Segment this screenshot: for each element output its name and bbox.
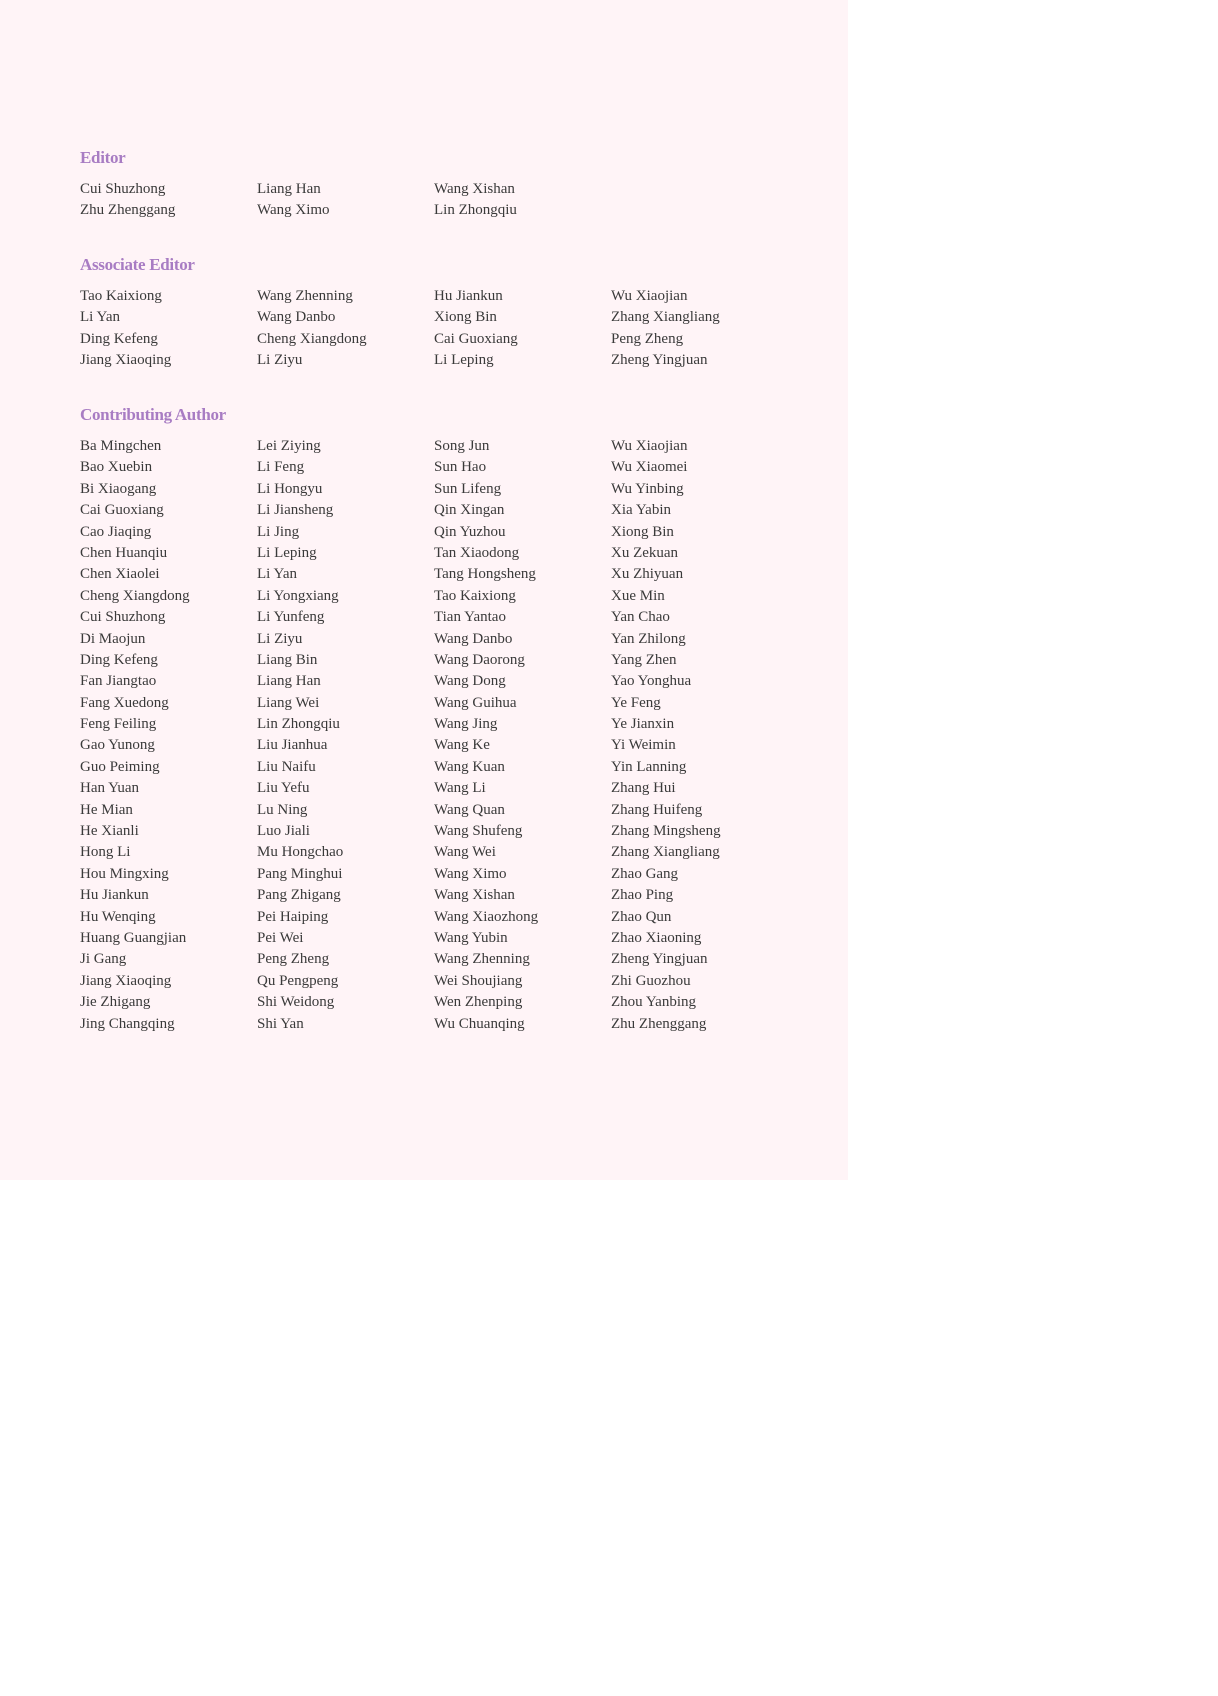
person-name: Wang Dong xyxy=(434,673,506,690)
person-name: Hu Jiankun xyxy=(434,288,503,304)
person-name: Zhang Huifeng xyxy=(611,801,703,818)
person-name: Zheng Yingjuan xyxy=(611,951,708,968)
person-name: Ba Mingchen xyxy=(80,438,162,454)
person-name: Hong Li xyxy=(80,844,131,861)
person-name: Di Maojun xyxy=(80,630,146,647)
person-name: Wu Xiaojian xyxy=(611,288,688,304)
section-heading: Contributing Author xyxy=(80,405,226,424)
person-name: Xiong Bin xyxy=(434,309,497,326)
person-name: Liang Han xyxy=(257,181,321,197)
person-name: Song Jun xyxy=(434,438,490,454)
person-name: Liu Yefu xyxy=(257,780,310,797)
person-name: Zhang Xiangliang xyxy=(611,309,720,326)
person-name: Wang Xishan xyxy=(434,181,515,197)
person-name: Zhao Qun xyxy=(611,908,672,925)
person-name: Yan Zhilong xyxy=(611,630,686,647)
person-name: Tang Hongsheng xyxy=(434,566,536,583)
person-name: Liang Han xyxy=(257,673,321,690)
person-name: Li Feng xyxy=(257,459,305,476)
person-name: Wang Ke xyxy=(434,737,490,754)
person-name: Wu Chuanqing xyxy=(434,1015,525,1032)
person-name: Chen Xiaolei xyxy=(80,566,160,583)
person-name: Wang Zhenning xyxy=(434,951,530,968)
person-name: Wang Shufeng xyxy=(434,823,523,840)
person-name: Tao Kaixiong xyxy=(80,288,162,304)
person-name: Wang Xishan xyxy=(434,887,515,904)
person-name: Xiong Bin xyxy=(611,523,674,540)
associate-editor-section xyxy=(80,255,800,372)
person-name: Yao Yonghua xyxy=(611,673,692,690)
person-name: Zhang Hui xyxy=(611,780,676,797)
person-name: Xu Zekuan xyxy=(611,544,679,561)
person-name: Tan Xiaodong xyxy=(434,544,520,561)
person-name: Li Leping xyxy=(257,544,317,561)
person-name: Peng Zheng xyxy=(611,330,684,347)
person-name: Liang Wei xyxy=(257,694,320,711)
name-grid xyxy=(80,436,800,1035)
person-name: Pei Wei xyxy=(257,929,304,946)
person-name: Bi Xiaogang xyxy=(80,480,157,497)
person-name: Xu Zhiyuan xyxy=(611,566,684,583)
person-name: Zhi Guozhou xyxy=(611,972,691,989)
person-name: Wu Xiaojian xyxy=(611,438,688,454)
section-heading: Associate Editor xyxy=(80,255,195,274)
person-name: Fan Jiangtao xyxy=(80,673,157,690)
person-name: Cheng Xiangdong xyxy=(257,330,367,347)
person-name: Wang Wei xyxy=(434,844,496,861)
name-grid xyxy=(80,179,800,222)
person-name: Wang Yubin xyxy=(434,929,508,946)
person-name: Lu Ning xyxy=(257,801,308,818)
person-name: Lin Zhongqiu xyxy=(434,202,517,219)
person-name: Xue Min xyxy=(611,587,665,604)
person-name: Pang Minghui xyxy=(257,865,343,882)
contributing-author-section xyxy=(80,405,800,1035)
name-grid xyxy=(80,286,800,372)
person-name: Li Yongxiang xyxy=(257,587,339,604)
person-name: Qin Yuzhou xyxy=(434,523,506,540)
person-name: Tian Yantao xyxy=(434,609,506,626)
person-name: Wang Li xyxy=(434,780,486,797)
person-name: Li Yunfeng xyxy=(257,609,325,626)
person-name: Yi Weimin xyxy=(611,737,676,754)
person-name: Xia Yabin xyxy=(611,502,672,519)
person-name: Feng Feiling xyxy=(80,716,157,733)
person-name: Wang Daorong xyxy=(434,651,525,668)
person-name: Zhao Gang xyxy=(611,865,679,882)
person-name: Peng Zheng xyxy=(257,951,330,968)
editor-section xyxy=(80,148,800,222)
person-name: Wang Kuan xyxy=(434,758,505,775)
person-name: Tao Kaixiong xyxy=(434,587,516,604)
person-name: Cui Shuzhong xyxy=(80,609,166,626)
person-name: Ding Kefeng xyxy=(80,651,158,668)
person-name: Ji Gang xyxy=(80,951,127,968)
person-name: Bao Xuebin xyxy=(80,459,153,476)
person-name: Jiang Xiaoqing xyxy=(80,972,172,989)
person-name: Qin Xingan xyxy=(434,502,505,519)
person-name: Zhang Mingsheng xyxy=(611,823,721,840)
person-name: Sun Lifeng xyxy=(434,480,502,497)
person-name: Ye Feng xyxy=(611,694,661,711)
person-name: Liu Jianhua xyxy=(257,737,328,754)
person-name: Li Yan xyxy=(80,309,121,326)
person-name: He Xianli xyxy=(80,823,139,840)
person-name: Li Hongyu xyxy=(257,480,323,497)
person-name: Yin Lanning xyxy=(611,758,687,775)
document-page xyxy=(0,0,848,1180)
person-name: Shi Yan xyxy=(257,1015,304,1032)
person-name: Li Yan xyxy=(257,566,298,583)
person-name: Wu Yinbing xyxy=(611,480,684,497)
person-name: Zhao Ping xyxy=(611,887,674,904)
person-name: He Mian xyxy=(80,801,133,818)
person-name: Jing Changqing xyxy=(80,1015,175,1032)
person-name: Yan Chao xyxy=(611,609,670,626)
person-name: Shi Weidong xyxy=(257,994,335,1011)
person-name: Wang Ximo xyxy=(434,865,507,882)
person-name: Hou Mingxing xyxy=(80,865,169,882)
person-name: Luo Jiali xyxy=(257,823,310,840)
person-name: Zheng Yingjuan xyxy=(611,352,708,369)
person-name: Wang Danbo xyxy=(434,630,513,647)
person-name: Huang Guangjian xyxy=(80,929,187,946)
person-name: Wen Zhenping xyxy=(434,994,523,1011)
person-name: Li Jiansheng xyxy=(257,502,334,519)
person-name: Wang Danbo xyxy=(257,309,336,326)
person-name: Jiang Xiaoqing xyxy=(80,352,172,369)
person-name: Chen Huanqiu xyxy=(80,544,168,561)
person-name: Lin Zhongqiu xyxy=(257,716,340,733)
person-name: Lei Ziying xyxy=(257,438,321,454)
person-name: Zhou Yanbing xyxy=(611,994,697,1011)
person-name: Ye Jianxin xyxy=(611,716,675,733)
person-name: Wang Quan xyxy=(434,801,505,818)
person-name: Cai Guoxiang xyxy=(80,502,164,519)
person-name: Pang Zhigang xyxy=(257,887,341,904)
person-name: Zhao Xiaoning xyxy=(611,929,702,946)
person-name: Han Yuan xyxy=(80,780,140,797)
person-name: Pei Haiping xyxy=(257,908,329,925)
person-name: Cai Guoxiang xyxy=(434,330,518,347)
person-name: Gao Yunong xyxy=(80,737,155,754)
person-name: Mu Hongchao xyxy=(257,844,344,861)
person-name: Wei Shoujiang xyxy=(434,972,523,989)
person-name: Li Ziyu xyxy=(257,352,303,369)
person-name: Wang Xiaozhong xyxy=(434,908,539,925)
person-name: Fang Xuedong xyxy=(80,694,169,711)
person-name: Li Leping xyxy=(434,352,494,369)
person-name: Sun Hao xyxy=(434,459,487,476)
person-name: Cui Shuzhong xyxy=(80,181,166,197)
person-name: Guo Peiming xyxy=(80,758,160,775)
person-name: Wang Guihua xyxy=(434,694,517,711)
person-name: Zhu Zhenggang xyxy=(611,1015,707,1032)
person-name: Li Ziyu xyxy=(257,630,303,647)
person-name: Liang Bin xyxy=(257,651,318,668)
person-name: Wang Zhenning xyxy=(257,288,353,304)
person-name: Liu Naifu xyxy=(257,758,316,775)
person-name: Zhu Zhenggang xyxy=(80,202,176,219)
person-name: Ding Kefeng xyxy=(80,330,158,347)
person-name: Wu Xiaomei xyxy=(611,459,688,476)
person-name: Wang Jing xyxy=(434,716,498,733)
person-name: Wang Ximo xyxy=(257,202,330,219)
person-name: Li Jing xyxy=(257,523,300,540)
section-heading: Editor xyxy=(80,148,126,167)
person-name: Hu Wenqing xyxy=(80,908,156,925)
person-name: Jie Zhigang xyxy=(80,994,151,1011)
person-name: Qu Pengpeng xyxy=(257,972,339,989)
person-name: Yang Zhen xyxy=(611,651,677,668)
person-name: Hu Jiankun xyxy=(80,887,149,904)
person-name: Cao Jiaqing xyxy=(80,523,152,540)
person-name: Cheng Xiangdong xyxy=(80,587,190,604)
person-name: Zhang Xiangliang xyxy=(611,844,720,861)
